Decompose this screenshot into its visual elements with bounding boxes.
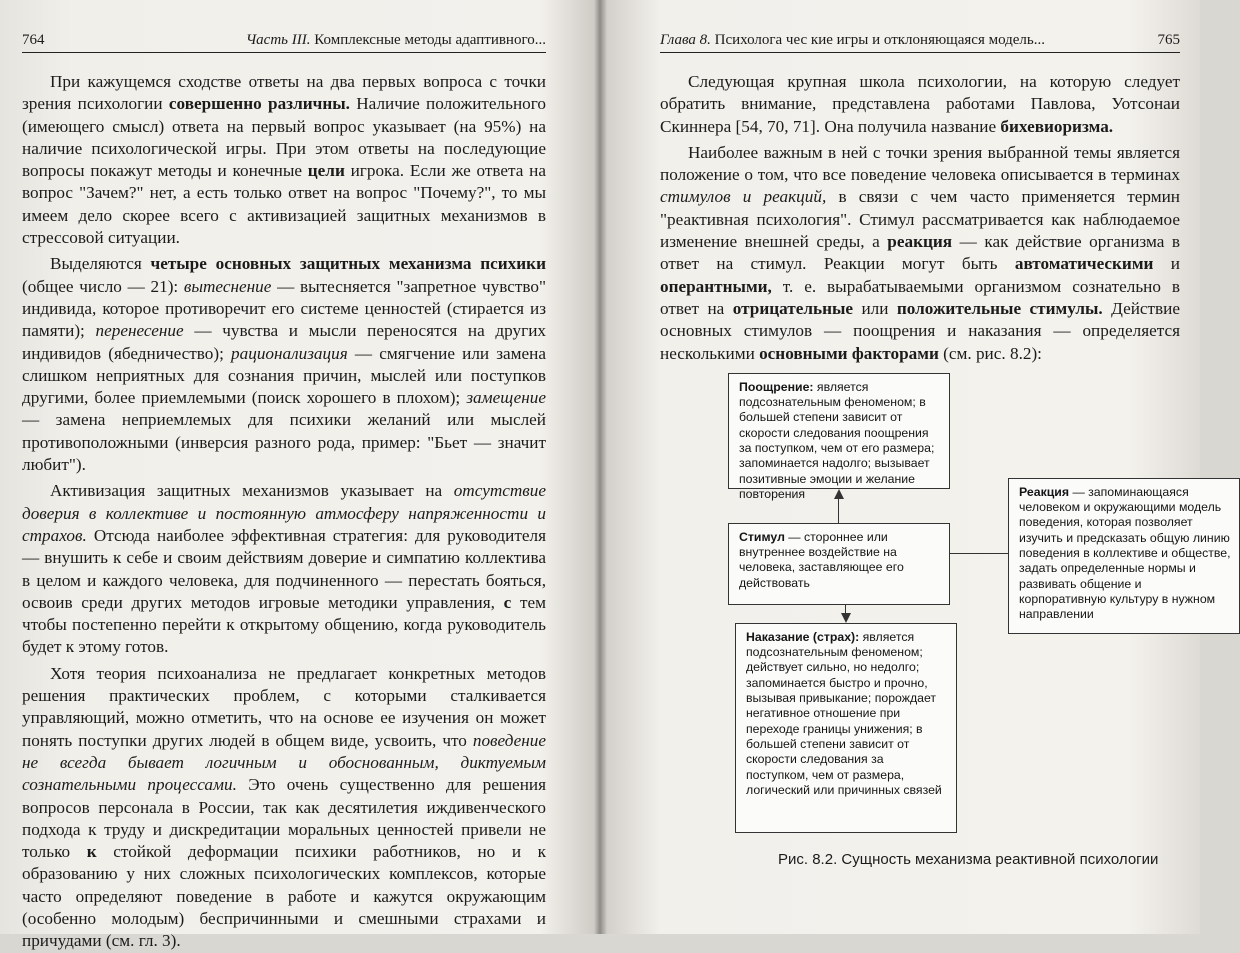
paragraph: Выделяются четыре основных защитных механизма психики (общее число — 21): вытеснение — вытесняется "запретное чувство" индивида, которое противоречит его системе ценностей (стирается из памяти); перенесение — чувства и мысли переносятся на других индивидов (ябедничество); рационализация — смягчение или замена слишком неприятных для сознания причин, мыслей или поступков другими, более приемлемыми (поиск хорошего в плохом); замещение — замена неприемлемых для психики желаний или мыслей противоположными (инверсия разного рода, пример: "Бьет — значит любит"). <box>22 254 546 475</box>
right-page-text <box>660 71 1180 365</box>
left-page-number: 764 <box>22 32 45 48</box>
right-header-title: Глава 8. Психолога чес кие игры и отклоняющаяся модель... <box>660 32 1046 48</box>
arrow-down-icon <box>841 613 851 623</box>
figure-8-2 <box>660 373 1231 915</box>
connector-line <box>950 553 1008 554</box>
right-page <box>602 0 1231 934</box>
connector-line <box>838 497 839 523</box>
paragraph: Следующая крупная школа психологии, на которую следует обратить внимание, представлена работами Павлова, Уотсонаи Скиннера [54, 70, 71]. Она получила название бихевиоризма. <box>660 72 1180 136</box>
reaction-box: Реакция — запоминающаяся человеком и окружающими модель поведения, которая позволяет изучить и предсказать общую линию поведения в коллективе и обществе, задать определенные нормы и развивать общение и корпоративную культуру в нужном направлении <box>1008 478 1240 634</box>
paragraph: Наиболее важным в ней с точки зрения выбранной темы является положение о том, что все поведение человека описывается в терминах стимулов и реакций, в связи с чем часто применяется термин "реактивная психология". Стимул рассматривается как наблюдаемое изменение внешней среды, а реакция — как действие организма в ответ на стимул. Реакции могут быть автоматическими и оперантными, т. е. вырабатываемыми организмом сознательно в ответ на отрицательные или положительные стимулы. Действие основных стимулов — поощрения и наказания — определяется несколькими основными факторами (см. рис. 8.2): <box>660 142 1180 363</box>
left-running-head <box>22 32 546 53</box>
paragraph: Хотя теория психоанализа не предлагает конкретных методов решения практических проблем, с которыми сталкивается управляющий, можно отметить, что на основе ее изучения он может понять поступки других людей в общем виде, усвоить, что поведение не всегда бывает логичным и обоснованным, диктуемым сознательными процессами. Это очень существенно для решения вопросов персонала в России, так как десятилетия иждивенческого подхода к труду и дискредитации моральных ценностей привели не только к стойкой деформации психики работников, но и к образованию у них сложных психологических комплексов, которые часто определяют поведение в работе и кажутся окружающим (особенно молодым) беспричинными и смешными страхами и причудами (см. гл. 3). <box>22 663 547 951</box>
punishment-box: Наказание (страх): является подсознательным феноменом; действует сильно, но недолго; запоминается быстро и прочно, вызывая привыкание; порождает негативное отношение при переходе границы унижения; в большей степени зависит от скорости следования за поступком, чем от размера, логический или причинных связей <box>735 623 957 833</box>
left-page <box>0 0 598 951</box>
right-page-number: 765 <box>1157 32 1180 48</box>
right-running-head <box>660 32 1180 53</box>
stimulus-box: Стимул — стороннее или внутреннее воздействие на человека, заставляющее его действовать <box>728 523 950 605</box>
left-page-text <box>22 71 546 953</box>
arrow-up-icon <box>834 489 844 499</box>
left-header-title: Часть III. Комплексные методы адаптивного... <box>245 32 546 48</box>
paragraph: При кажущемся сходстве ответы на два первых вопроса с точки зрения психологии совершенно различны. Наличие положительного (имеющего смысл) ответа на первый вопрос указывает (на 95%) на наличие психологической игры. При этом ответы на последующие вопросы покажут методы и конечные цели игрока. Если же ответа на вопрос "Зачем?" нет, а есть только ответ на вопрос "Почему?", то мы имеем дело скорее всего с активизацией защитных механизмов в стрессовой ситуации. <box>22 72 546 248</box>
encouragement-box: Поощрение: является подсознательным феноменом; в большей степени зависит от скорости следования поощрения за поступком, чем от его размера; запоминается надолго; вызывает позитивные эмоции и желание повторения <box>728 373 950 489</box>
figure-caption: Рис. 8.2. Сущность механизма реактивной психологии <box>778 850 1159 868</box>
paragraph: Активизация защитных механизмов указывает на отсутствие доверия в коллективе и постоянную атмосферу напряженности и страхов. Отсюда наиболее эффективная стратегия: для руководителя — внушить к себе и своим действиям доверие и симпатию коллектива в целом и каждого человека, для подчиненного — перестать бояться, освоив среди других методов игровые методики управления, с тем чтобы постепенно перейти к открытому общению, когда руководитель будет к этому готов. <box>22 481 546 657</box>
